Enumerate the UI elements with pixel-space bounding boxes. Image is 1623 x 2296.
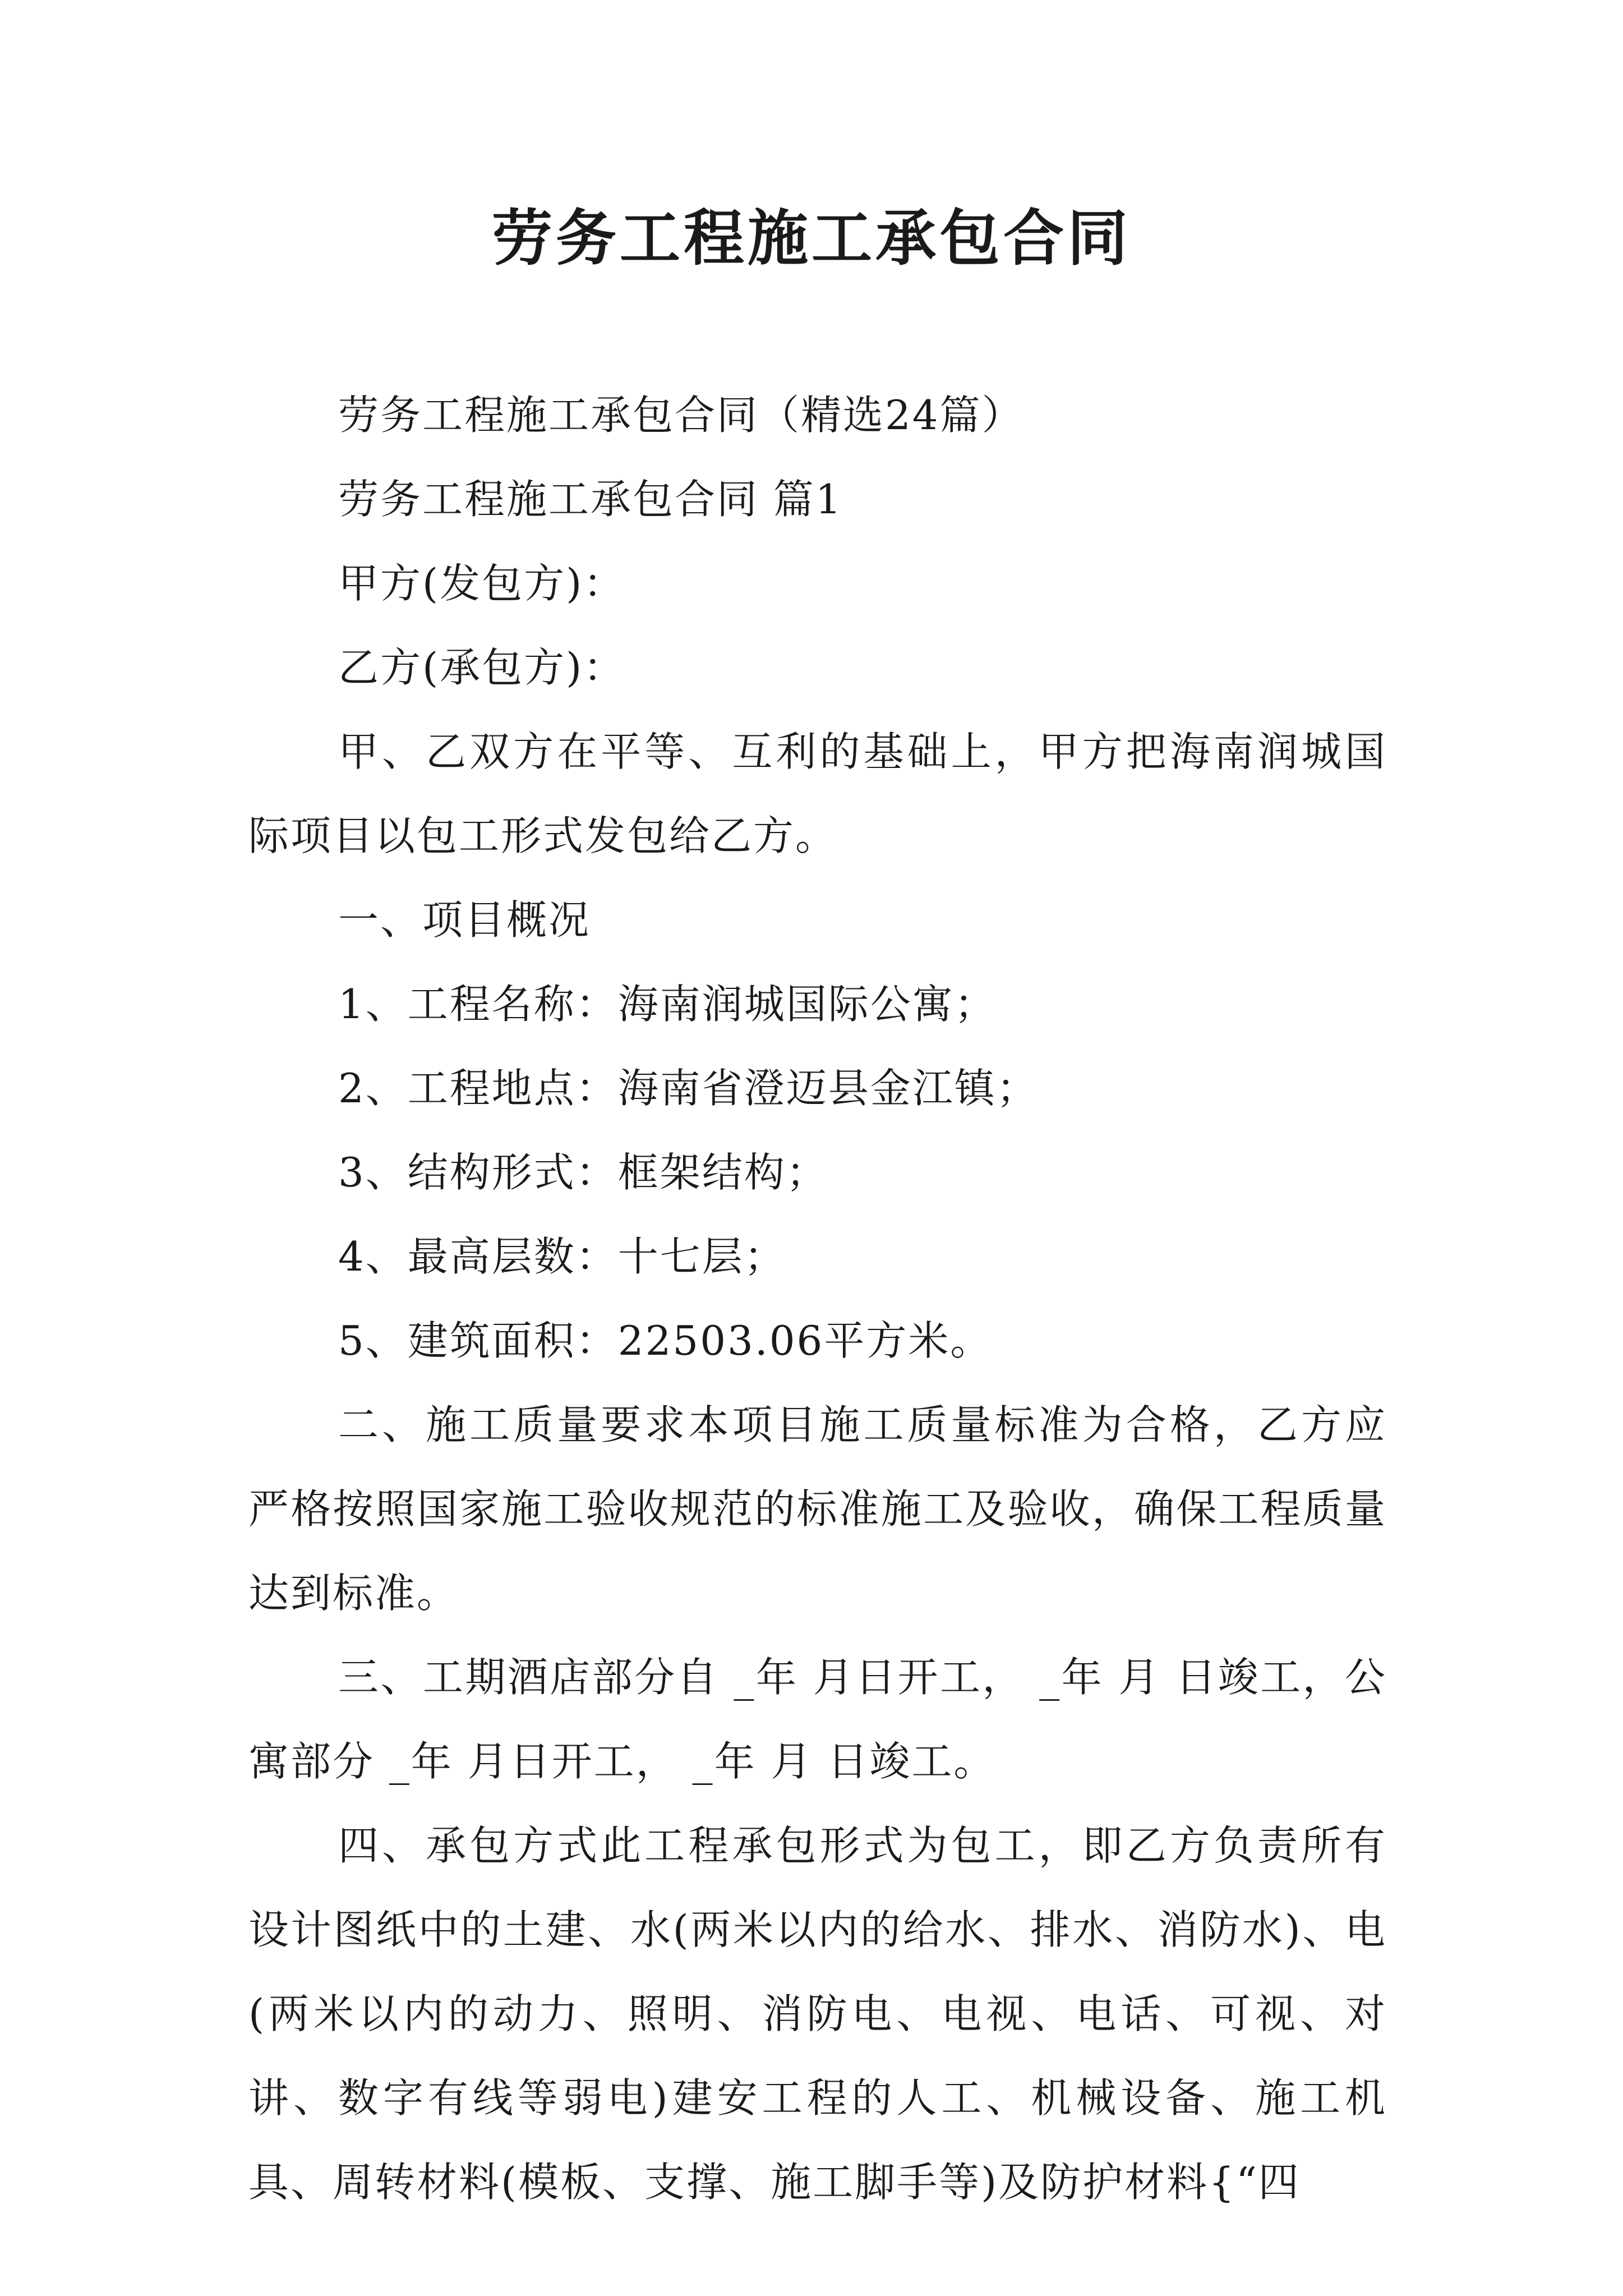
- intro-paragraph: 甲、乙双方在平等、互利的基础上，甲方把海南润城国际项目以包工形式发包给乙方。: [248, 728, 1387, 859]
- clause-heading: 一、项目概况: [338, 896, 591, 944]
- party-b-line: 乙方(承包方)：: [338, 644, 626, 691]
- project-item: 5、建筑面积：22503.06平方米。: [338, 1317, 993, 1364]
- clause-paragraph: 二、施工质量要求本项目施工质量标准为合格，乙方应严格按照国家施工验收规范的标准施工及验收，确保工程质量达到标准。: [248, 1401, 1387, 1617]
- clause-paragraph: 四、承包方式此工程承包形式为包工，即乙方负责所有设计图纸中的土建、水(两米以内的给水、排水、消防水)、电(两米以内的动力、照明、消防电、电视、电话、可视、对讲、数字有线等弱电)建安工程的人工、机械设备、施工机具、周转材料(模板、支撑、施工脚手等)及防护材料{“四: [248, 1822, 1387, 2206]
- document-title: 劳务工程施工承包合同: [491, 203, 1131, 274]
- project-item: 1、工程名称：海南润城国际公寓；: [338, 981, 997, 1028]
- project-item: 2、工程地点：海南省澄迈县金江镇；: [338, 1065, 1039, 1112]
- party-a-line: 甲方(发包方)：: [338, 560, 626, 607]
- project-item: 4、最高层数：十七层；: [338, 1233, 786, 1280]
- clause-paragraph: 三、工期酒店部分自 _年 月日开工， _年 月 日竣工，公寓部分 _年 月日开工， _年 月 日竣工。: [248, 1654, 1387, 1785]
- project-item: 3、结构形式：框架结构；: [338, 1149, 828, 1196]
- document-body: [248, 373, 1387, 2224]
- section-heading: 劳务工程施工承包合同 篇1: [338, 476, 843, 523]
- subtitle-paragraph: 劳务工程施工承包合同（精选24篇）: [338, 392, 1024, 439]
